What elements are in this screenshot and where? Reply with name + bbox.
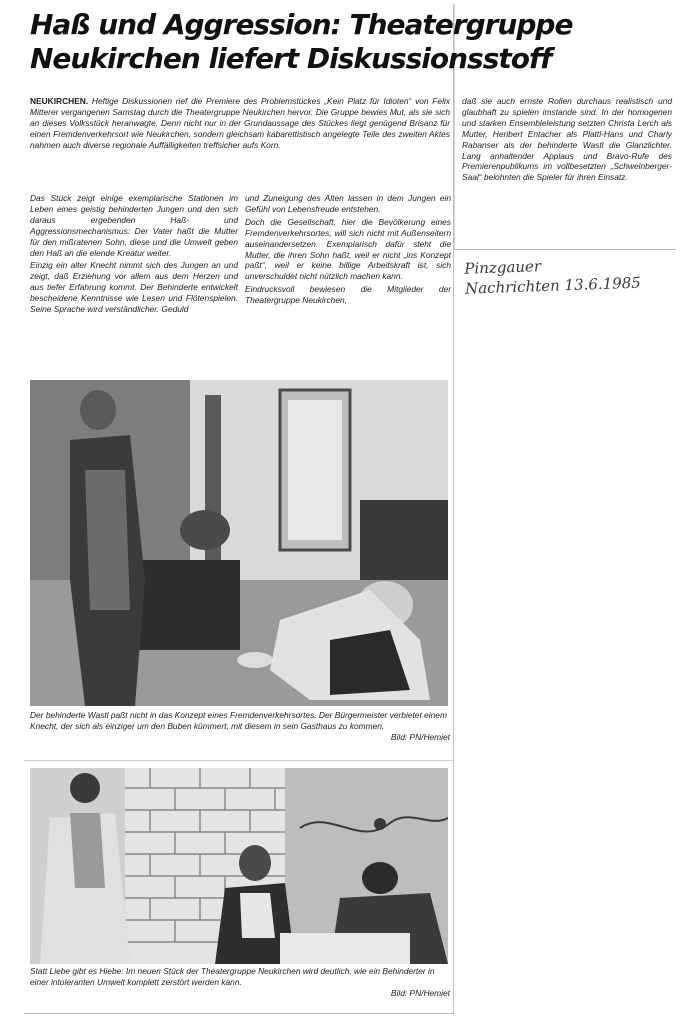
photo-scene-1 — [30, 380, 448, 706]
headline-line-2: Neukirchen liefert Diskussionsstoff — [30, 42, 552, 75]
body-paragraph: Eindrucksvoll bewiesen die Mitglieder der Theatergruppe Neukirchen, — [245, 284, 451, 306]
lead-paragraph — [30, 96, 450, 151]
lead-text: Heftige Diskussionen rief die Premiere des Problemstückes „Kein Platz für Idioten“ von Felix Mitterer vergangenen Samstag durch die Theatergruppe Neukirchen hervor. Die Gruppe bewies Mut, als sie sich an dieses Volksstück heranwagte. Denn nicht nur in der Grundaussage des Stückes liegt genügend Brisanz für einen Fremdenverkehrsort wie Neukirchen, sondern gleichsam kabarettistisch angelegte Teile des zweiten Aktes nahmen auch diverse regionale Auffälligkeiten treffsicher aufs Korn. — [30, 96, 450, 150]
caption-text: Der behinderte Wastl paßt nicht in das Konzept eines Fremdenverkehrsortes. Der Bürgermeister verbietet einem Knecht, der sich als einziger um den Buben kümmert, mit diesem in sein Gasthaus zu kommen. — [30, 710, 447, 731]
dateline: NEUKIRCHEN. — [30, 96, 89, 106]
photo-caption-1 — [30, 710, 450, 743]
body-paragraph: Das Stück zeigt einige exemplarische Stationen im Leben eines geistig behinderten Jungen und den sich daraus ergebenden Haß- und Aggressionsmechanismus: Der Vater haßt die Mutter für den mißratenen Sohn, diese und die Umwelt geben den Haß an die elende Kreatur weiter. — [30, 193, 238, 258]
body-column-1 — [30, 193, 238, 317]
body-paragraph: Einzig ein alter Knecht nimmt sich des Jungen an und zeigt, daß Erziehung vor allem aus dem Herzen und aus tiefer Erfahrung kommt. Der Behinderte entwickelt bescheidene Kenntnisse wie Lesen und Flötenspielen. Seine Sprache wird verständlicher. Geduld — [30, 260, 238, 315]
handwritten-source-note — [464, 251, 681, 318]
handwritten-line-1: Pinzgauer — [464, 257, 542, 278]
photo-scene-2-illustration — [30, 768, 448, 964]
handwritten-line-2: Nachrichten 13.6.1985 — [464, 273, 642, 298]
photo-scene-1-illustration — [30, 380, 448, 706]
body-paragraph: daß sie auch ernste Rollen durchaus realistisch und glaubhaft zu spielen imstande sind. In der homogenen und starken Ensembleleistung setzten Christa Lerch als Mutter, Heribert Entacher als Plattl-Hans und Charly Rabanser als der behinderte Wastl die Glanzlichter. Lang anhaltender Applaus und Bravo-Rufe des Premierenpublikums im vollbesetzten „Schweinberger-Saal“ belohnten die Spieler für ihren Einsatz. — [462, 96, 672, 183]
body-column-3 — [462, 96, 672, 185]
photo-scene-2 — [30, 768, 448, 964]
headline-line-1: Haß und Aggression: Theatergruppe — [30, 8, 573, 41]
photo-credit: Bild: PN/Hemiet — [390, 988, 450, 998]
body-column-2 — [245, 193, 451, 308]
headline — [30, 8, 620, 76]
body-paragraph: Doch die Gesellschaft, hier die Bevölkerung eines Fremdenverkehrsortes, will sich nicht mit Außenseitern auseinandersetzen. Exemplarisch dafür steht die Mutter, die ihren Sohn haßt, weil er nicht „ins Konzept paßt“, weil er keine billige Arbeitskraft ist, sich unverschuldet nicht nützlich machen kann. — [245, 216, 451, 282]
caption-text: Statt Liebe gibt es Hiebe: Im neuen Stück der Theatergruppe Neukirchen wird deutlich, wie ein Behinderter in einer intoleranten Umwelt komplett zerstört werden kann. — [30, 966, 435, 987]
photo-caption-2 — [30, 966, 450, 999]
body-paragraph: und Zuneigung des Alten lassen in dem Jungen ein Gefühl von Lebensfreude entstehen. — [245, 193, 451, 214]
photo-credit: Bild: PN/Hemiet — [390, 732, 450, 742]
